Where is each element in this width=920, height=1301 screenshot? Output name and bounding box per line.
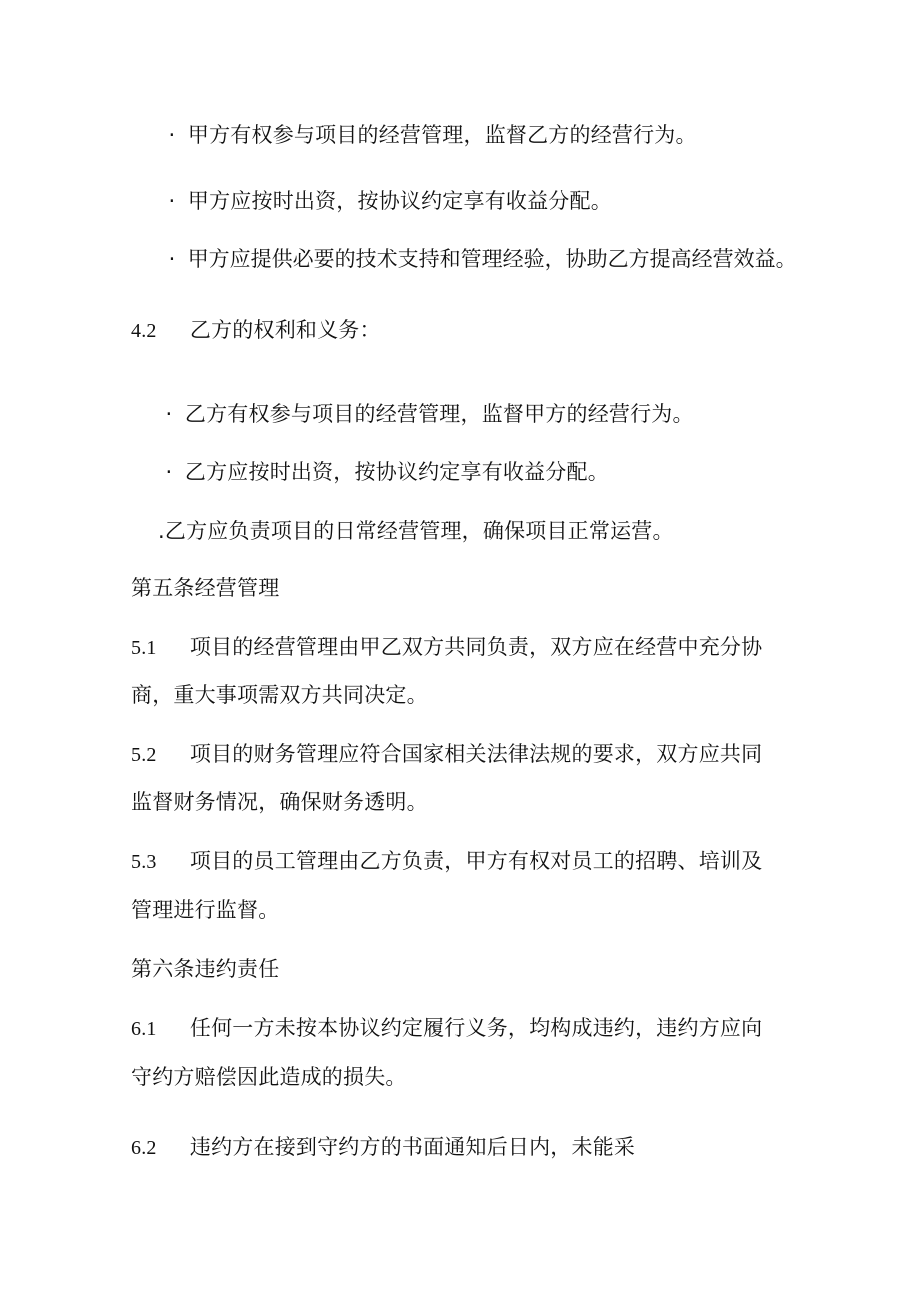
bullet-item: .乙方应负责项目的日常经营管理，确保项目正常运营。: [158, 519, 674, 543]
bullet-item: [163, 245, 797, 273]
bullet-text: 甲方应按时出资，按协议约定享有收益分配。: [187, 189, 612, 213]
section-5-1: [131, 633, 762, 662]
bullet-mark: ·: [165, 402, 173, 426]
bullet-text: 乙方应按时出资，按协议约定享有收益分配。: [184, 460, 609, 484]
section-number: 4.2: [131, 320, 157, 342]
bullet-item: [163, 187, 612, 215]
section-text: 项目的员工管理由乙方负责，甲方有权对员工的招聘、培训及: [189, 849, 763, 873]
bullet-text: 乙方有权参与项目的经营管理，监督甲方的经营行为。: [184, 402, 694, 426]
bullet-mark: ·: [168, 247, 176, 271]
section-5-3: [131, 847, 762, 876]
section-6-1: [131, 1014, 762, 1043]
bullet-mark: ·: [168, 123, 176, 147]
bullet-item: [160, 458, 609, 486]
section-number: 5.3: [131, 851, 157, 873]
section-number: 5.2: [131, 744, 157, 766]
section-6-1-cont: 守约方赔偿因此造成的损失。: [131, 1065, 407, 1089]
bullet-text: 甲方应提供必要的技术支持和管理经验，协助乙方提高经营效益。: [187, 247, 797, 271]
section-text: 项目的经营管理由甲乙双方共同负责，双方应在经营中充分协: [189, 635, 763, 659]
section-number: 5.1: [131, 637, 157, 659]
article-6-heading: 第六条违约责任: [131, 957, 280, 981]
section-5-3-cont: 管理进行监督。: [131, 898, 280, 922]
bullet-text: 甲方有权参与项目的经营管理，监督乙方的经营行为。: [187, 123, 697, 147]
bullet-item: [160, 400, 694, 428]
bullet-mark: ·: [168, 189, 176, 213]
section-4-2: [131, 316, 381, 345]
section-text: 违约方在接到守约方的书面通知后日内，未能采: [189, 1135, 636, 1159]
bullet-item: [163, 121, 697, 149]
section-number: 6.2: [131, 1137, 157, 1159]
section-5-2: [131, 740, 762, 769]
section-text: 任何一方未按本协议约定履行义务，均构成违约，违约方应向: [189, 1016, 763, 1040]
article-5-heading: 第五条经营管理: [131, 576, 280, 600]
section-6-2: [131, 1133, 635, 1162]
section-number: 6.1: [131, 1018, 157, 1040]
section-text: 乙方的权利和义务：: [189, 318, 381, 342]
section-5-1-cont: 商，重大事项需双方共同决定。: [131, 683, 428, 707]
bullet-mark: ·: [165, 460, 173, 484]
section-5-2-cont: 监督财务情况，确保财务透明。: [131, 790, 428, 814]
section-text: 项目的财务管理应符合国家相关法律法规的要求，双方应共同: [189, 742, 763, 766]
